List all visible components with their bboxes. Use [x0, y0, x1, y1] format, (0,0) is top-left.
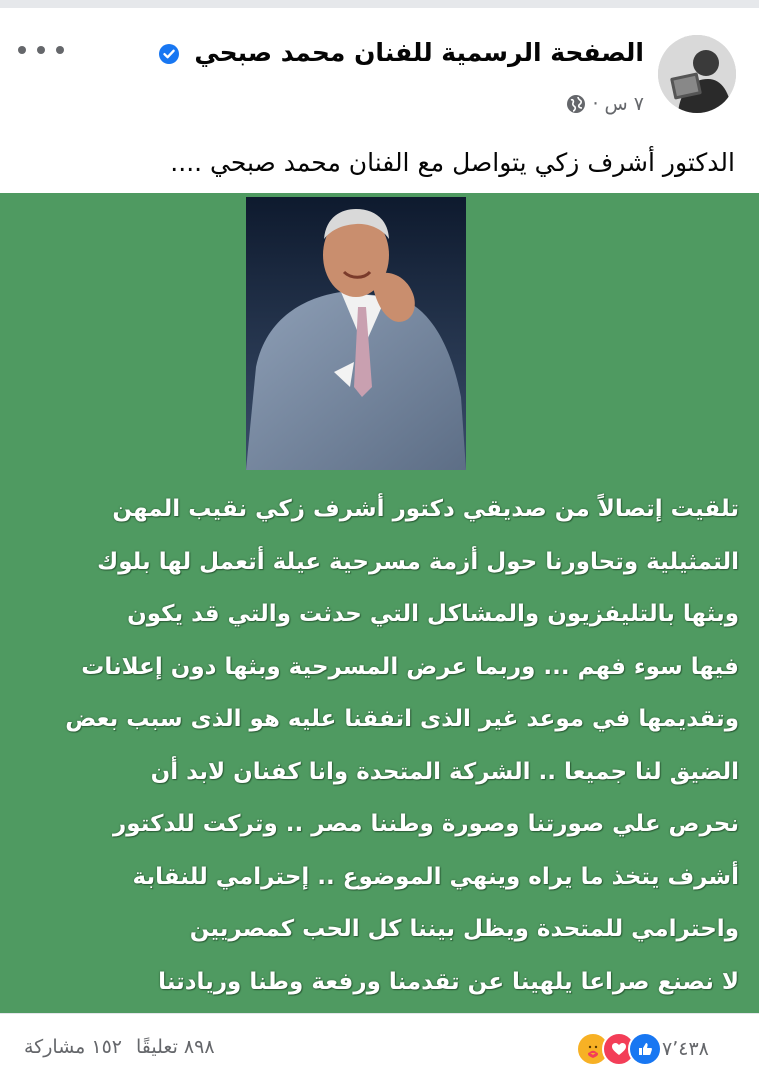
image-text — [14, 483, 739, 1008]
post-caption: الدكتور أشرف زكي يتواصل مع الفنان محمد صبحي .... — [170, 148, 735, 177]
image-text-line: لا نصنع صراعا يلهينا عن تقدمنا ورفعة وطنا وريادتنا — [158, 968, 739, 995]
image-text-line: الضيق لنا جميعا .. الشركة المتحدة وانا كفنان لابد أن — [150, 758, 739, 785]
portrait-photo — [246, 197, 466, 470]
more-options-button[interactable] — [18, 38, 64, 62]
image-text-line: وبثها بالتليفزيون والمشاكل التي حدثت والتي قد يكون — [127, 601, 739, 627]
post-footer — [0, 1013, 759, 1081]
reactions-summary[interactable] — [584, 1032, 719, 1066]
post-meta — [566, 91, 644, 117]
image-text-line: وتقديمها في موعد غير الذى اتفقنا عليه هو الذى سبب بعض — [65, 706, 739, 732]
comments-count[interactable]: ٨٩٨ تعليقًا — [136, 1036, 215, 1058]
post-header — [0, 8, 759, 177]
image-text-line: فيها سوء فهم ... وربما عرض المسرحية وبثها دون إعلانات — [81, 653, 739, 680]
image-text-line: التمثيلية وتحاورنا حول أزمة مسرحية عيلة أتعمل لها بلوك — [97, 548, 739, 575]
post-image[interactable] — [0, 193, 759, 1013]
reaction-count[interactable]: ٧٬٤٣٨ — [662, 1038, 709, 1060]
globe-icon — [566, 94, 586, 114]
portrait-illustration — [246, 197, 466, 470]
avatar-image — [658, 35, 736, 113]
shares-count[interactable]: ١٥٢ مشاركة — [24, 1036, 122, 1058]
dot-icon — [37, 46, 45, 54]
engagement-stats — [24, 1036, 215, 1058]
image-text-line: تلقيت إتصالاً من صديقي دكتور أشرف زكي نقيب المهن — [112, 496, 739, 522]
post-time[interactable]: ٧ س · — [592, 93, 644, 115]
image-text-line: واحترامي للمتحدة ويظل بيننا كل الحب كمصريين — [189, 916, 739, 942]
top-strip — [0, 0, 759, 8]
page-name-row[interactable] — [158, 36, 644, 70]
verified-badge-icon — [158, 43, 180, 65]
dot-icon — [56, 46, 64, 54]
reaction-icons[interactable] — [584, 1032, 662, 1066]
like-icon — [628, 1032, 662, 1066]
image-text-line: نحرص علي صورتنا وصورة وطننا مصر .. وتركت للدكتور — [113, 811, 739, 837]
page-avatar[interactable] — [658, 35, 736, 113]
page-name[interactable]: الصفحة الرسمية للفنان محمد صبحي — [194, 38, 644, 67]
image-text-line: أشرف يتخذ ما يراه وينهي الموضوع .. إحترامي للنقابة — [132, 863, 739, 890]
dot-icon — [18, 46, 26, 54]
